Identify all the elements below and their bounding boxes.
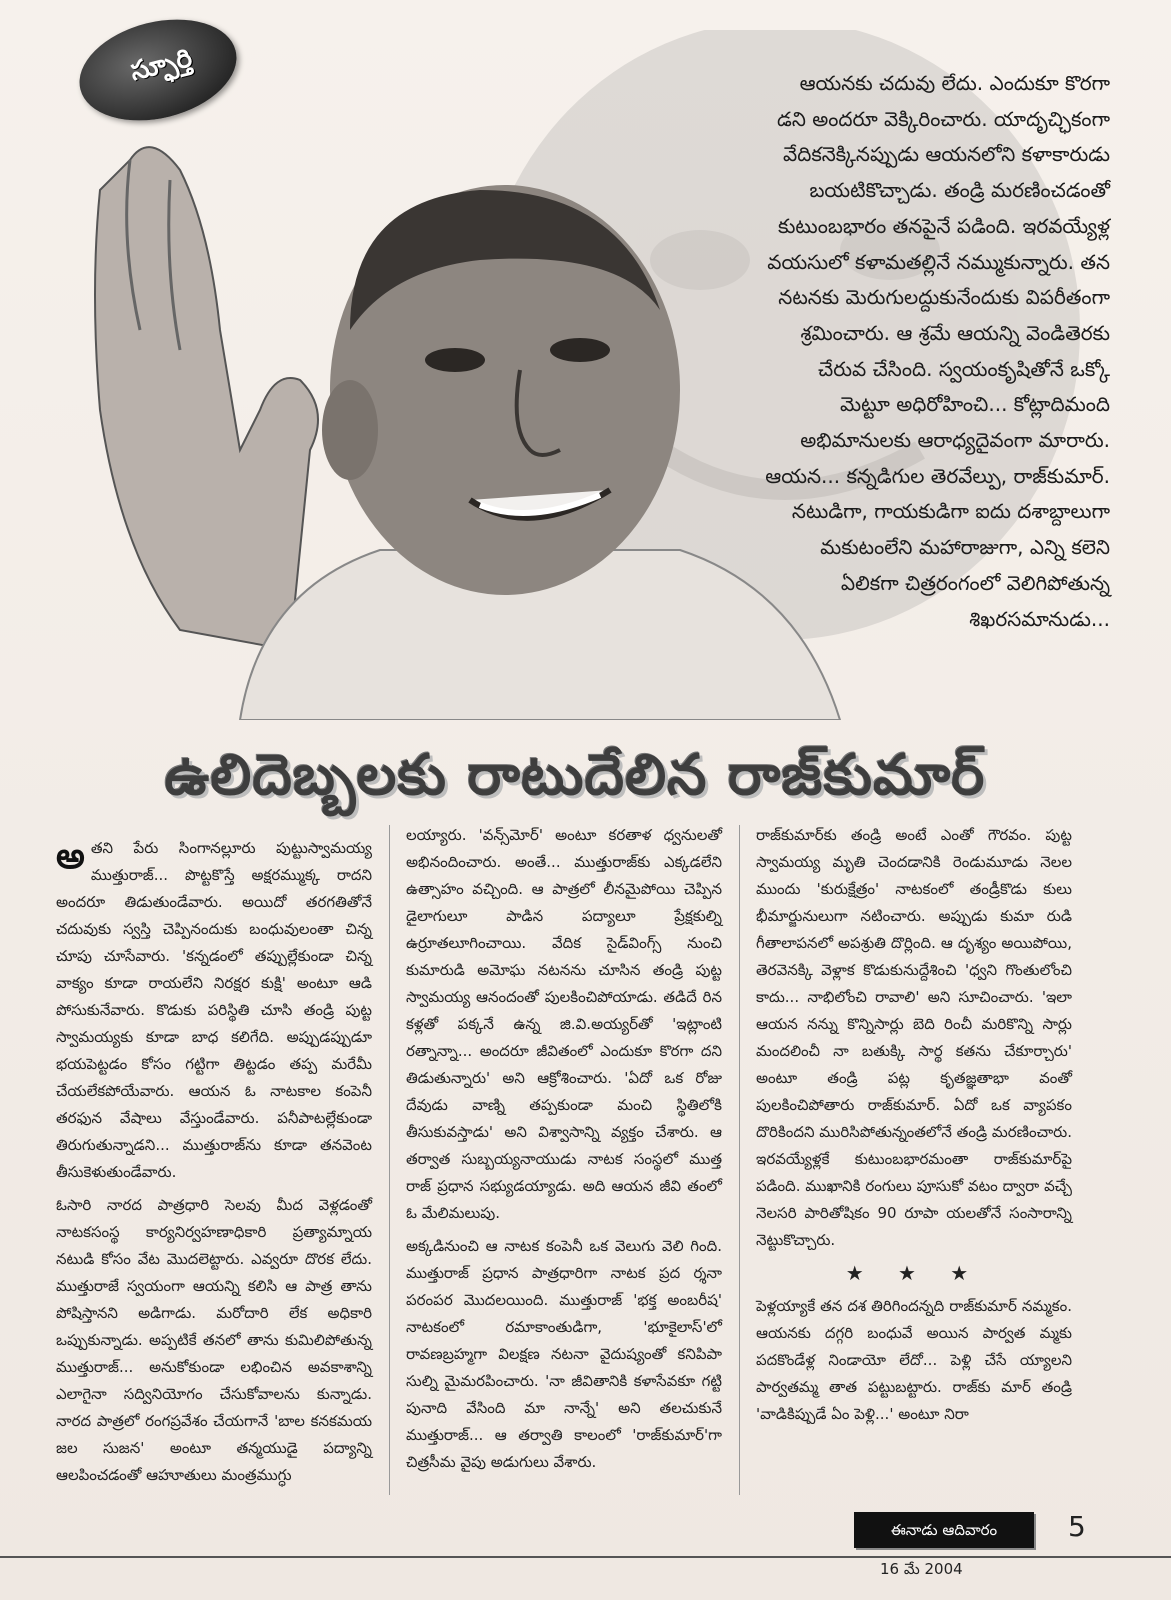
- paragraph: లయ్యారు. 'వన్స్‌మోర్' అంటూ కరతాళ ధ్వనులతో అభినందించారు. అంతే... ముత్తురాజ్‌కు ఎక్కడలేని ఉత్సాహం వచ్చింది. ఆ పాత్రలో లీనమైపోయి చెప్పిన డైలాగులూ పాడిన పద్యాలూ ప్రేక్షకుల్ని ఉర్రూతలూగించాయి. వేదిక సైడ్‌వింగ్స్ నుంచి కుమారుడి అమోఘ నటనను చూసిన తండ్రి పుట్ట స్వామయ్య ఆనందంతో పులకించిపోయాడు. తడిదే రిన కళ్లతో పక్కనే ఉన్న జి.వి.అయ్యర్‌తో 'ఇట్లాంటి రత్నాన్నా... అందరూ జీవితంలో ఎందుకూ కొరగా దని తిడుతున్నారు' అని ఆక్రోశించారు. 'ఏదో ఒక రోజు దేవుడు వాణ్ని తప్పకుండా మంచి స్థితిలోకి తీసుకువస్తాడు' అని విశ్వాసాన్ని వ్యక్తం చేశారు. ఆ తర్వాత సుబ్బయ్యనాయుడు నాటక సంస్థలో ముత్త రాజ్ ప్రధాన సభ్యుడయ్యాడు. అది ఆయన జీవి తంలో ఓ మేలిమలుపు.: [406, 826, 722, 1222]
- paragraph: రాజ్‌కుమార్‌కు తండ్రి అంటే ఎంతో గౌరవం. పుట్ట స్వామయ్య మృతి చెందడానికి రెండుమూడు నెలల ముందు 'కురుక్షేత్రం' నాటకంలో తండ్రీకొడు కులు భీమార్జునులుగా నటించారు. అప్పుడు కుమా రుడి గీతాలాపనలో అపశ్రుతి దొర్లింది. ఆ దృశ్యం అయిపోయి, తెరవెనక్కి వెళ్లాక కొడుకునుద్దేశించి 'ధ్వని గొంతులోంచి కాదు... నాభిలోంచి రావాలి' అని సూచించారు. 'ఇలా ఆయన నన్ను కొన్నిసార్లు బెది రించీ మరికొన్ని సార్లు మందలించీ నా బతుక్కి సార్థ కతను చేకూర్చారు' అంటూ తండ్రి పట్ల కృతజ్ఞతాభా వంతో పులకించిపోతారు రాజ్‌కుమార్. ఏదో ఒక వ్యాపకం దొరికిందని మురిసిపోతున్నంతలోనే తండ్రి మరణించారు. ఇరవయ్యేళ్లకే కుటుంబభారమంతా రాజ్‌కుమార్‌పై పడింది. ముఖానికి రంగులు పూసుకో వటం ద్వారా వచ్చే నెలసరి పారితోషికం 90 రూపా యలతోనే సంసారాన్ని నెట్టుకొచ్చారు.: [756, 826, 1072, 1249]
- paragraph: ఓసారి నారద పాత్రధారి సెలవు మీద వెళ్లడంతో నాటకసంస్థ కార్యనిర్వహణాధికారి ప్రత్యామ్నాయ నటుడి కోసం వేట మొదలెట్టారు. ఎవ్వరూ దొరక లేదు. ముత్తురాజే స్వయంగా ఆయన్ని కలిసి ఆ పాత్ర తాను పోషిస్తానని అడిగాడు. మరోదారి లేక అధికారి ఒప్పుకున్నాడు. అప్పటికే తనలో తాను కుమిలిపోతున్న ముత్తురాజ్... అనుకోకుండా లభించిన అవకాశాన్ని ఎలాగైనా సద్వినియోగం చేసుకోవాలను కున్నాడు. నారద పాత్రలో రంగప్రవేశం చేయగానే 'బాల కనకమయ జల సుజన' అంటూ తన్మయుడై పద్యాన్ని ఆలపించడంతో ఆహూతులు మంత్రముగ్ధు: [56, 1196, 372, 1484]
- intro-line: ఆయన... కన్నడిగుల తెరవేల్పు, రాజ్‌కుమార్.: [765, 463, 1110, 488]
- intro-line: శ్రమించారు. ఆ శ్రమే ఆయన్ని వెండితెరకు: [800, 320, 1110, 345]
- raised-hand: [95, 147, 318, 650]
- article-headline: ఉలిదెబ్బలకు రాటుదేలిన రాజ్‌కుమార్: [164, 743, 986, 808]
- article-body: [56, 826, 1106, 1515]
- intro-line: డని అందరూ వెక్కిరించారు. యాదృచ్ఛికంగా: [777, 106, 1110, 131]
- section-separator: ★ ★ ★: [845, 1261, 983, 1285]
- intro-line: నటనకు మెరుగులద్దుకునేందుకు విపరీతంగా: [778, 285, 1110, 310]
- column-divider: [389, 825, 390, 1495]
- intro-line: వయసులో కళామతల్లినే నమ్ముకున్నారు. తన: [767, 249, 1110, 274]
- column-2: [406, 822, 722, 1482]
- column-divider: [739, 825, 740, 1495]
- paragraph: అక్కడినుంచి ఆ నాటక కంపెనీ ఒక వెలుగు వెలి గింది. ముత్తురాజ్ ప్రధాన పాత్రధారిగా నాటక ప్రద ర్శనా పరంపర మొదలయింది. ముత్తురాజ్ 'భక్త అంబరీష' నాటకంలో రమాకాంతుడిగా, 'భూకైలాస్'లో రావణబ్రహ్మగా విలక్షణ నటనా వైదుష్యంతో కనిపిపా సుల్ని మైమరపించారు. 'నా జీవితానికి కళాసేవకూ గట్టి పునాది వేసింది మా నాన్నే' అని తలచుకునే ముత్తురాజ్... ఆ తర్వాతి కాలంలో 'రాజ్‌కుమార్'గా చిత్రసీమ వైపు అడుగులు వేశారు.: [406, 1237, 722, 1471]
- intro-line: మెట్టూ అధిరోహించి... కోట్లాదిమంది: [839, 392, 1110, 417]
- issue-date: 16 మే 2004: [880, 1560, 963, 1578]
- intro-line: శిఖరసమానుడు...: [969, 606, 1110, 631]
- intro-line: నటుడిగా, గాయకుడిగా ఐదు దశాబ్దాలుగా: [791, 499, 1110, 524]
- intro-line: ఏలికగా చిత్రరంగంలో వెలిగిపోతున్న: [840, 570, 1110, 595]
- intro-line: వేదికనెక్కినప్పుడు ఆయనలోని కళాకారుడు: [782, 142, 1110, 167]
- intro-line: మకుటంలేని మహారాజుగా, ఎన్ని కలెని: [820, 535, 1110, 560]
- portrait-head: [322, 185, 680, 595]
- magazine-brand: ఈనాడు ఆదివారం: [854, 1512, 1034, 1548]
- intro-line: అభిమానులకు ఆరాధ్యదైవంగా మారారు.: [800, 428, 1110, 453]
- section-logo: స్ఫూర్తి: [127, 43, 196, 88]
- column-1: [56, 835, 372, 1495]
- paragraph-text: తని పేరు సింగానల్లూరు పుట్టుస్వామయ్య ముత్తురాజ్... పొట్టకొస్తే అక్షరమ్ముక్క రాదని అందరూ తిడుతుండేవారు. అయిదో తరగతితోనే చదువుకు స్వస్తి చెప్పినందుకు బంధువులంతా చిన్న చూపు చూసేవారు. 'కన్నడంలో తప్పుల్లేకుండా చిన్న వాక్యం కూడా రాయలేని నిరక్షర కుక్షి' అంటూ ఆడి పోసుకునేవారు. కొడుకు పరిస్థితి చూసి తండ్రి పుట్ట స్వామయ్యకు కూడా బాధ కలిగేది. అప్పుడప్పుడూ భయపెట్టడం కోసం గట్టిగా తిట్టడం తప్ప మరేమీ చేయలేకపోయేవారు. ఆయన ఓ నాటకాల కంపెనీ తరఫున వేషాలు వేస్తుండేవారు. పనీపాటల్లేకుండా తిరుగుతున్నాడని... ముత్తురాజ్‌ను కూడా తనవెంట తీసుకెళుతుండేవారు.: [56, 839, 372, 1181]
- page-number: 5: [1068, 1510, 1086, 1543]
- intro-line: బయటికొచ్చాడు. తండ్రి మరణించడంతో: [809, 178, 1110, 203]
- intro-text: [690, 66, 1110, 637]
- intro-line: చేరువ చేసింది. స్వయంకృషితోనే ఒక్కో: [818, 356, 1110, 381]
- drop-cap: అ: [56, 836, 85, 877]
- column-3: [756, 822, 1072, 1434]
- footer-rule: [0, 1556, 1171, 1558]
- intro-line: ఆయనకు చదువు లేదు. ఎందుకూ కొరగా: [799, 71, 1110, 95]
- paragraph: [56, 835, 372, 1186]
- intro-line: కుటుంబభారం తనపైనే పడింది. ఇరవయ్యేళ్ల: [778, 213, 1110, 238]
- paragraph: పెళ్లయ్యాకే తన దశ తిరిగిందన్నది రాజ్‌కుమార్ నమ్మకం. ఆయనకు దగ్గరి బంధువే అయిన పార్వత మ్మకు పదకొండేళ్ల నిండాయో లేదో... పెళ్లి చేసే య్యాలని పార్వతమ్మ తాత పట్టుబట్టారు. రాజ్‌కు మార్ తండ్రి 'వాడికిప్పుడే ఏం పెళ్లి...' అంటూ నిరా: [756, 1297, 1072, 1423]
